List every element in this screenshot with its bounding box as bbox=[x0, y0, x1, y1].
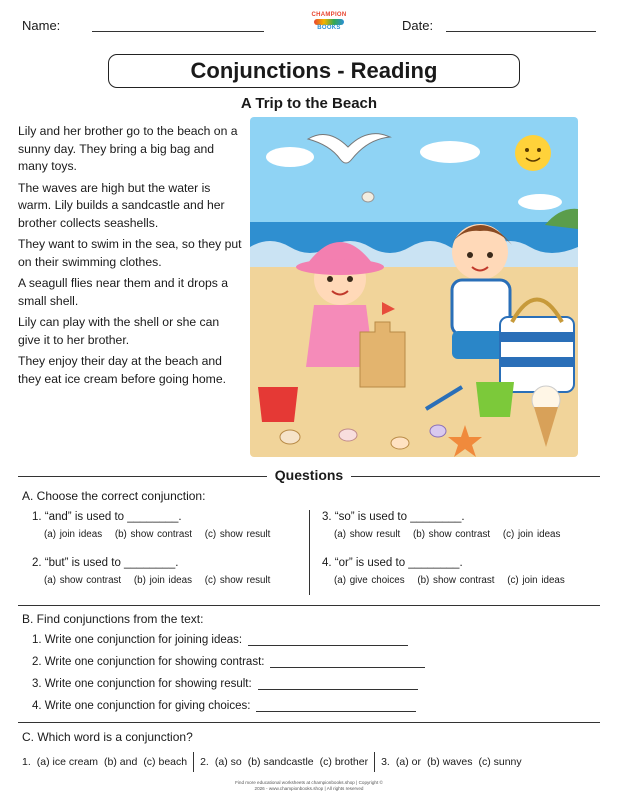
question-text: 3. “so” is used to ________. bbox=[322, 511, 465, 523]
question-text: 4. “or” is used to ________. bbox=[322, 557, 463, 569]
options bbox=[322, 575, 574, 586]
cloud-icon bbox=[420, 141, 480, 163]
story-paragraph: They want to swim in the sea, so they put on their swimming clothes. bbox=[18, 237, 242, 269]
footer bbox=[0, 780, 618, 792]
cloud-icon bbox=[518, 194, 562, 210]
option[interactable]: (a) or bbox=[395, 755, 421, 768]
date-line[interactable] bbox=[446, 18, 596, 32]
option[interactable]: (a) join ideas bbox=[44, 529, 103, 540]
story-paragraph: Lily and her brother go to the beach on a sunny day. They bring a big bag and many toys. bbox=[18, 124, 238, 173]
story-paragraph: A seagull flies near them and it drops a small shell. bbox=[18, 276, 229, 308]
question-a4 bbox=[322, 557, 574, 586]
option[interactable]: (b) waves bbox=[426, 755, 473, 768]
question-b4 bbox=[32, 700, 416, 712]
section-a-heading: A. Choose the correct conjunction: bbox=[22, 489, 206, 503]
option[interactable]: (b) join ideas bbox=[133, 575, 192, 586]
question-text: 2. Write one conjunction for showing contrast: bbox=[32, 656, 265, 668]
seashell-icon bbox=[430, 425, 446, 437]
answer-line[interactable] bbox=[258, 678, 418, 690]
section-c-options bbox=[22, 752, 522, 772]
story-paragraph: Lily can play with the shell or she can give it to her brother. bbox=[18, 315, 220, 347]
beach-illustration bbox=[250, 117, 578, 457]
footer-line: Find more educational worksheets at championbooks.shop | Copyright © bbox=[235, 780, 383, 785]
question-number: 2. bbox=[200, 755, 209, 768]
logo bbox=[304, 12, 354, 40]
option[interactable]: (a) give choices bbox=[334, 575, 405, 586]
question-b1 bbox=[32, 634, 408, 646]
option[interactable]: (c) beach bbox=[143, 755, 188, 768]
option[interactable]: (c) join ideas bbox=[502, 529, 561, 540]
option[interactable]: (c) show result bbox=[204, 529, 271, 540]
option[interactable]: (c) brother bbox=[319, 755, 369, 768]
question-a3 bbox=[322, 511, 569, 540]
seashell-icon bbox=[280, 430, 300, 444]
question-a1 bbox=[32, 511, 279, 540]
separator bbox=[374, 752, 375, 772]
beach-scene-image bbox=[250, 117, 578, 457]
logo-text-bottom: BOOKS bbox=[317, 25, 341, 31]
green-bucket-icon bbox=[476, 382, 514, 417]
question-text: 3. Write one conjunction for showing result: bbox=[32, 678, 252, 690]
option[interactable]: (a) show result bbox=[334, 529, 401, 540]
option[interactable]: (c) show result bbox=[204, 575, 271, 586]
question-number: 1. bbox=[22, 755, 31, 768]
option[interactable]: (b) show contrast bbox=[417, 575, 495, 586]
divider bbox=[18, 605, 600, 606]
answer-line[interactable] bbox=[248, 634, 408, 646]
name-label: Name: bbox=[22, 18, 61, 33]
options bbox=[32, 529, 279, 540]
questions-heading: Questions bbox=[267, 467, 351, 483]
question-a2 bbox=[32, 557, 279, 586]
question-text: 4. Write one conjunction for giving choices: bbox=[32, 700, 251, 712]
option[interactable]: (b) show contrast bbox=[114, 529, 192, 540]
option[interactable]: (b) show contrast bbox=[412, 529, 491, 540]
question-text: 1. Write one conjunction for joining ideas: bbox=[32, 634, 243, 646]
answer-line[interactable] bbox=[270, 656, 425, 668]
cloud-icon bbox=[266, 147, 314, 167]
answer-line[interactable] bbox=[256, 700, 416, 712]
red-bucket-icon bbox=[258, 387, 298, 422]
seashell-icon bbox=[339, 429, 357, 441]
header bbox=[22, 12, 596, 40]
section-c-heading: C. Which word is a conjunction? bbox=[22, 730, 193, 744]
sandcastle bbox=[360, 322, 405, 387]
seashell-icon bbox=[391, 437, 409, 449]
page-title: Conjunctions - Reading bbox=[108, 54, 520, 88]
option[interactable]: (a) show contrast bbox=[44, 575, 122, 586]
question-b3 bbox=[32, 678, 418, 690]
logo-text-top: CHAMPION bbox=[311, 12, 347, 18]
story-paragraph: The waves are high but the water is warm. Lily builds a sandcastle and her brother collects seashells. bbox=[18, 180, 225, 230]
column-divider bbox=[309, 510, 310, 595]
falling-shell-icon bbox=[362, 192, 374, 202]
questions-heading-bar bbox=[18, 467, 600, 485]
name-line[interactable] bbox=[92, 18, 264, 32]
beach-bag-icon bbox=[500, 317, 574, 392]
option[interactable]: (c) sunny bbox=[478, 755, 522, 768]
section-b-heading: B. Find conjunctions from the text: bbox=[22, 612, 204, 626]
story-title: A Trip to the Beach bbox=[240, 95, 378, 112]
options bbox=[32, 575, 279, 586]
question-b2 bbox=[32, 656, 425, 668]
options bbox=[322, 529, 569, 540]
footer-line: 2026 - www.championbooks.shop | All rights reserved bbox=[254, 786, 364, 791]
story-text bbox=[18, 123, 243, 392]
option[interactable]: (a) ice cream bbox=[36, 755, 99, 768]
boy-face bbox=[452, 224, 508, 280]
separator bbox=[193, 752, 194, 772]
option[interactable]: (b) and bbox=[104, 755, 138, 768]
question-text: 2. “but” is used to ________. bbox=[32, 557, 179, 569]
sun-icon bbox=[515, 135, 551, 171]
question-text: 1. “and” is used to ________. bbox=[32, 511, 182, 523]
option[interactable]: (a) so bbox=[214, 755, 242, 768]
date-label: Date: bbox=[402, 18, 434, 33]
sky bbox=[250, 117, 578, 227]
question-number: 3. bbox=[381, 755, 390, 768]
option[interactable]: (c) join ideas bbox=[507, 575, 565, 586]
option[interactable]: (b) sandcastle bbox=[247, 755, 314, 768]
story-paragraph: They enjoy their day at the beach and they eat ice cream before going home. bbox=[18, 354, 226, 386]
divider bbox=[18, 722, 600, 723]
